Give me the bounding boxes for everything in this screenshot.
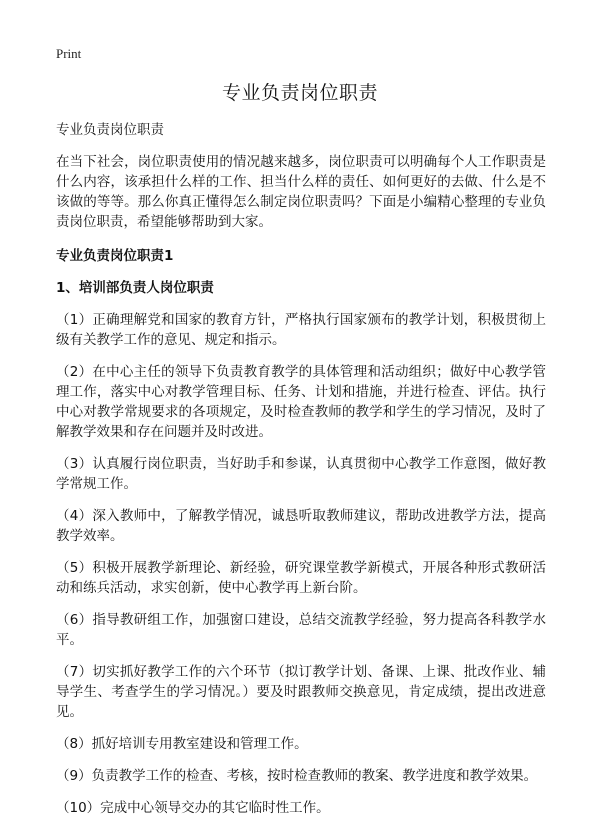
duty-item: （5）积极开展教学新理论、新经验，研究课堂教学新模式，开展各种形式教研活动和练兵活动，求实创新，使中心教学再上新台阶。 <box>56 560 546 596</box>
document-body <box>56 120 546 830</box>
duty-item: （9）负责教学工作的检查、考核，按时检查教师的教案、教学进度和教学效果。 <box>56 768 538 784</box>
duty-item: （8）抓好培训专用教室建设和管理工作。 <box>56 736 308 752</box>
duty-item: （4）深入教师中，了解教学情况，诚恳听取教师建议，帮助改进教学方法，提高教学效率。 <box>56 508 546 544</box>
duty-item: （10）完成中心领导交办的其它临时性工作。 <box>56 800 330 816</box>
sub-heading: 1、培训部负责人岗位职责 <box>56 280 214 296</box>
duty-item: （3）认真履行岗位职责，当好助手和参谋，认真贯彻中心教学工作意图，做好教学常规工作。 <box>56 456 546 492</box>
duty-item: （6）指导教研组工作，加强窗口建设，总结交流教学经验，努力提高各科教学水平。 <box>56 612 546 648</box>
document-subtitle: 专业负责岗位职责 <box>56 122 164 138</box>
duty-item: （1）正确理解党和国家的教育方针，严格执行国家颁布的教学计划，积极贯彻上级有关教学工作的意见、规定和指示。 <box>56 312 546 348</box>
duty-item: （7）切实抓好教学工作的六个环节（拟订教学计划、备课、上课、批改作业、辅导学生、考查学生的学习情况。）要及时跟教师交换意见，肯定成绩，提出改进意见。 <box>56 664 546 720</box>
intro-paragraph: 在当下社会，岗位职责使用的情况越来越多，岗位职责可以明确每个人工作职责是什么内容，该承担什么样的工作、担当什么样的责任、如何更好的去做、什么是不该做的等等。那么你真正懂得怎么制定岗位职责吗？下面是小编精心整理的专业负责岗位职责，希望能够帮助到大家。 <box>56 154 546 230</box>
print-link[interactable]: Print <box>56 46 82 61</box>
page-title: 专业负责岗位职责 <box>221 82 378 104</box>
duty-item: （2）在中心主任的领导下负责教育教学的具体管理和活动组织；做好中心教学管理工作，落实中心对教学管理目标、任务、计划和措施，并进行检查、评估。执行中心对教学常规要求的各项规定，及时检查教师的教学和学生的学习情况，及时了解教学效果和存在问题并及时改进。 <box>56 364 546 440</box>
section-heading: 专业负责岗位职责1 <box>56 248 174 264</box>
